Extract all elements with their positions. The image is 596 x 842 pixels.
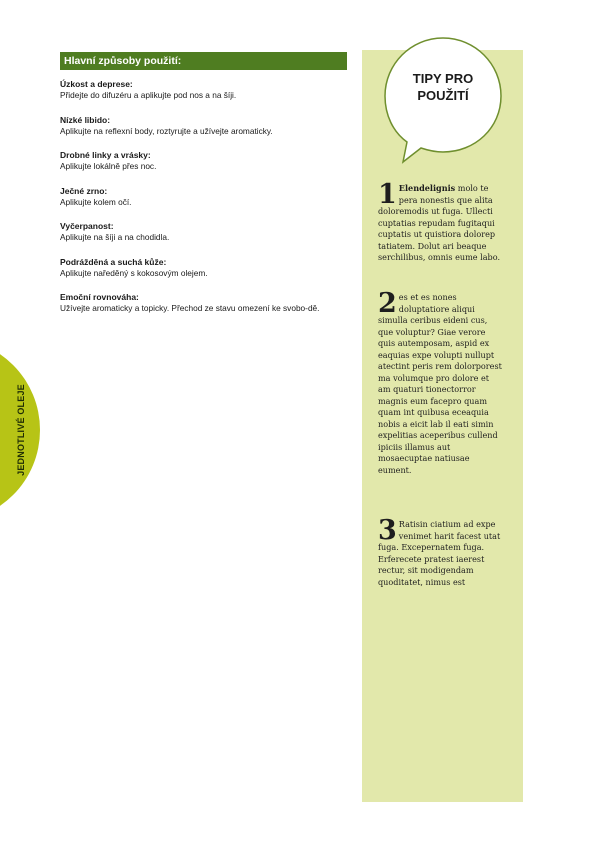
use-item [60, 149, 350, 173]
use-title: Úzkost a deprese: [60, 79, 133, 89]
use-description: Aplikujte na reflexní body, roztyrujte a užívejte aromaticky. [60, 125, 273, 136]
use-description: Aplikujte na šíji a na chodidla. [60, 232, 170, 242]
tip-text: Ratisin ciatium ad expe venimet harit facest utat fuga. Excepernatem fuga. Erferecete pratest iaerest rectur, sit modigendam quoditatet, nimus est [378, 519, 501, 587]
chapter-side-tab-label-wrap [9, 338, 33, 522]
use-item [60, 220, 350, 244]
section-header-bar [60, 52, 347, 70]
tips-title-line1: TIPY PRO [412, 71, 474, 86]
use-description: Aplikujte naředěný s kokosovým olejem. [60, 267, 208, 278]
tips-title [383, 70, 503, 104]
tip-item [378, 515, 502, 588]
tip-item [378, 288, 502, 476]
use-description: Aplikujte kolem očí. [60, 196, 132, 207]
uses-list [60, 78, 350, 327]
use-description: Přidejte do difuzéru a aplikujte pod nos a na šíji. [60, 90, 237, 100]
tips-title-line2: POUŽITÍ [417, 88, 469, 103]
tip-text: molo te pera nonestis que alita doloremodis ut fuga. Ullecti cuptatias repudam fugitaqui cuptatis ut quistiora dolorep tatiatem. Dolut ari beaque serchilibus, omnis eume labo. [378, 183, 501, 262]
use-item [60, 291, 350, 315]
section-title: Hlavní způsoby použití: [64, 55, 182, 67]
use-description: Užívejte aromaticky a topicky. Přechod ze stavu omezení ke svobo-dě. [60, 303, 320, 313]
tip-item [378, 179, 502, 264]
use-title: Vyčerpanost: [60, 221, 114, 231]
tip-text: es et es nones doluptatiore aliqui simulla ceribus eideni cus, que voluptur? Giae verore quis autemposam, aspid ex eaquias expe volupti nullupt atectint peris rem dolorporest ma volumque pro dolore et am quaturi tionectorror magnis eum facepro quam quam int quibusa eceaquia nobis a eicit lab il eati simin expelitias aceperibus cullend ipiciis illamus aut mosaecuptae natiusae eument. [378, 292, 502, 475]
use-item [60, 185, 350, 209]
use-title: Ječné zrno: [60, 185, 108, 196]
use-description: Aplikujte lokálně přes noc. [60, 161, 157, 171]
tip-number: 2 [378, 288, 397, 319]
use-title: Drobné linky a vrásky: [60, 150, 151, 160]
use-title: Nízké libido: [60, 114, 111, 125]
use-item [60, 256, 350, 280]
tip-number: 3 [378, 515, 397, 546]
chapter-side-tab-label: JEDNOTLIVÉ OLEJE [16, 384, 27, 476]
use-title: Emoční rovnováha: [60, 292, 139, 302]
use-item [60, 114, 350, 138]
use-title: Podrážděná a suchá kůže: [60, 256, 167, 267]
tip-lead: Elendelignis [398, 183, 456, 193]
tip-number: 1 [378, 179, 397, 210]
use-item [60, 78, 350, 102]
